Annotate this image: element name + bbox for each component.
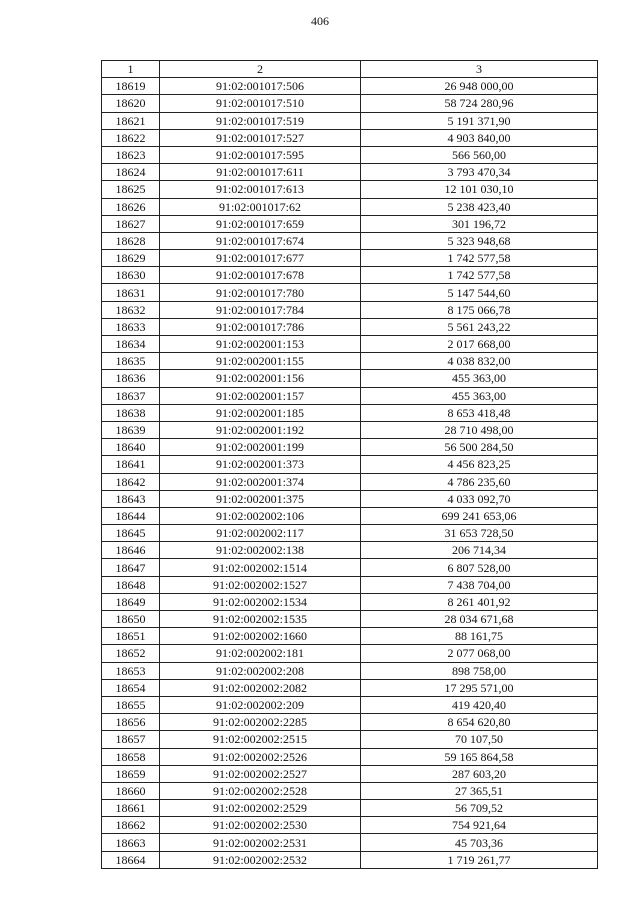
row-number-cell: 18647: [102, 559, 160, 576]
row-number-cell: 18628: [102, 232, 160, 249]
table-row: [102, 250, 598, 267]
row-number-cell: 18619: [102, 78, 160, 95]
row-number-cell: 18637: [102, 387, 160, 404]
table-row: [102, 387, 598, 404]
table-row: [102, 215, 598, 232]
row-number-cell: 18633: [102, 318, 160, 335]
row-number-cell: 18662: [102, 817, 160, 834]
cadastral-number-cell: 91:02:002002:2528: [160, 782, 361, 799]
row-number-cell: 18653: [102, 662, 160, 679]
amount-cell: 26 948 000,00: [361, 78, 598, 95]
table-row: [102, 748, 598, 765]
table-row: [102, 490, 598, 507]
row-number-cell: 18655: [102, 696, 160, 713]
cadastral-number-cell: 91:02:002002:2532: [160, 851, 361, 868]
table-row: [102, 507, 598, 524]
cadastral-number-cell: 91:02:002002:2529: [160, 800, 361, 817]
cadastral-number-cell: 91:02:002002:2515: [160, 731, 361, 748]
cadastral-number-cell: 91:02:002001:375: [160, 490, 361, 507]
row-number-cell: 18645: [102, 525, 160, 542]
cadastral-number-cell: 91:02:002001:192: [160, 421, 361, 438]
cadastral-number-cell: 91:02:002002:2530: [160, 817, 361, 834]
table-row: [102, 370, 598, 387]
amount-cell: 8 175 066,78: [361, 301, 598, 318]
table-row: [102, 645, 598, 662]
amount-cell: 1 719 261,77: [361, 851, 598, 868]
table-row: [102, 714, 598, 731]
table-row: [102, 834, 598, 851]
amount-cell: 31 653 728,50: [361, 525, 598, 542]
cadastral-number-cell: 91:02:001017:784: [160, 301, 361, 318]
cadastral-number-cell: 91:02:002002:209: [160, 696, 361, 713]
amount-cell: 566 560,00: [361, 146, 598, 163]
table-row: [102, 525, 598, 542]
table-row: [102, 662, 598, 679]
cadastral-number-cell: 91:02:002002:106: [160, 507, 361, 524]
table-row: [102, 782, 598, 799]
amount-cell: 70 107,50: [361, 731, 598, 748]
amount-cell: 12 101 030,10: [361, 181, 598, 198]
row-number-cell: 18630: [102, 267, 160, 284]
amount-cell: 455 363,00: [361, 370, 598, 387]
amount-cell: 5 191 371,90: [361, 112, 598, 129]
cadastral-number-cell: 91:02:002001:199: [160, 439, 361, 456]
cadastral-number-cell: 91:02:002002:1527: [160, 576, 361, 593]
amount-cell: 17 295 571,00: [361, 679, 598, 696]
amount-cell: 419 420,40: [361, 696, 598, 713]
table-row: [102, 765, 598, 782]
table-row: [102, 611, 598, 628]
cadastral-number-cell: 91:02:002002:117: [160, 525, 361, 542]
cadastral-number-cell: 91:02:002001:156: [160, 370, 361, 387]
cadastral-number-cell: 91:02:002002:1535: [160, 611, 361, 628]
amount-cell: 206 714,34: [361, 542, 598, 559]
table-row: [102, 112, 598, 129]
amount-cell: 4 033 092,70: [361, 490, 598, 507]
amount-cell: 2 017 668,00: [361, 336, 598, 353]
cadastral-number-cell: 91:02:002002:2527: [160, 765, 361, 782]
cadastral-number-cell: 91:02:001017:678: [160, 267, 361, 284]
row-number-cell: 18643: [102, 490, 160, 507]
cadastral-number-cell: 91:02:001017:611: [160, 164, 361, 181]
cadastral-number-cell: 91:02:002001:185: [160, 404, 361, 421]
table-row: [102, 336, 598, 353]
amount-cell: 1 742 577,58: [361, 267, 598, 284]
row-number-cell: 18657: [102, 731, 160, 748]
row-number-cell: 18634: [102, 336, 160, 353]
row-number-cell: 18644: [102, 507, 160, 524]
row-number-cell: 18639: [102, 421, 160, 438]
cadastral-number-cell: 91:02:001017:677: [160, 250, 361, 267]
table-row: [102, 95, 598, 112]
row-number-cell: 18641: [102, 456, 160, 473]
cadastral-number-cell: 91:02:001017:613: [160, 181, 361, 198]
amount-cell: 898 758,00: [361, 662, 598, 679]
amount-cell: 5 147 544,60: [361, 284, 598, 301]
table-row: [102, 576, 598, 593]
amount-cell: 1 742 577,58: [361, 250, 598, 267]
table-row: [102, 559, 598, 576]
row-number-cell: 18620: [102, 95, 160, 112]
row-number-cell: 18624: [102, 164, 160, 181]
column-header-3: 3: [361, 61, 598, 78]
amount-cell: 5 238 423,40: [361, 198, 598, 215]
amount-cell: 8 653 418,48: [361, 404, 598, 421]
cadastral-number-cell: 91:02:002002:2526: [160, 748, 361, 765]
row-number-cell: 18642: [102, 473, 160, 490]
row-number-cell: 18638: [102, 404, 160, 421]
cadastral-number-cell: 91:02:001017:506: [160, 78, 361, 95]
table-row: [102, 284, 598, 301]
table-row: [102, 267, 598, 284]
amount-cell: 455 363,00: [361, 387, 598, 404]
table-header-row: [102, 61, 598, 78]
amount-cell: 4 456 823,25: [361, 456, 598, 473]
page-number: 406: [311, 14, 329, 28]
amount-cell: 45 703,36: [361, 834, 598, 851]
amount-cell: 56 500 284,50: [361, 439, 598, 456]
table-row: [102, 456, 598, 473]
row-number-cell: 18626: [102, 198, 160, 215]
amount-cell: 4 903 840,00: [361, 129, 598, 146]
amount-cell: 28 710 498,00: [361, 421, 598, 438]
cadastral-number-cell: 91:02:001017:786: [160, 318, 361, 335]
row-number-cell: 18627: [102, 215, 160, 232]
cadastral-number-cell: 91:02:002001:374: [160, 473, 361, 490]
row-number-cell: 18636: [102, 370, 160, 387]
row-number-cell: 18622: [102, 129, 160, 146]
cadastral-number-cell: 91:02:001017:510: [160, 95, 361, 112]
row-number-cell: 18656: [102, 714, 160, 731]
row-number-cell: 18646: [102, 542, 160, 559]
cadastral-number-cell: 91:02:002002:2285: [160, 714, 361, 731]
amount-cell: 58 724 280,96: [361, 95, 598, 112]
amount-cell: 699 241 653,06: [361, 507, 598, 524]
table-row: [102, 318, 598, 335]
amount-cell: 5 323 948,68: [361, 232, 598, 249]
table-row: [102, 731, 598, 748]
cadastral-number-cell: 91:02:002002:208: [160, 662, 361, 679]
row-number-cell: 18661: [102, 800, 160, 817]
row-number-cell: 18658: [102, 748, 160, 765]
row-number-cell: 18640: [102, 439, 160, 456]
table-row: [102, 696, 598, 713]
amount-cell: 88 161,75: [361, 628, 598, 645]
row-number-cell: 18631: [102, 284, 160, 301]
row-number-cell: 18651: [102, 628, 160, 645]
data-table-container: [101, 60, 598, 869]
table-row: [102, 439, 598, 456]
cadastral-number-cell: 91:02:001017:62: [160, 198, 361, 215]
cadastral-number-cell: 91:02:002002:1514: [160, 559, 361, 576]
amount-cell: 754 921,64: [361, 817, 598, 834]
table-row: [102, 146, 598, 163]
row-number-cell: 18650: [102, 611, 160, 628]
cadastral-number-cell: 91:02:001017:780: [160, 284, 361, 301]
row-number-cell: 18654: [102, 679, 160, 696]
row-number-cell: 18635: [102, 353, 160, 370]
row-number-cell: 18632: [102, 301, 160, 318]
table-row: [102, 800, 598, 817]
row-number-cell: 18625: [102, 181, 160, 198]
table-row: [102, 817, 598, 834]
column-header-2: 2: [160, 61, 361, 78]
cadastral-number-cell: 91:02:002002:1660: [160, 628, 361, 645]
row-number-cell: 18629: [102, 250, 160, 267]
cadastral-number-cell: 91:02:001017:527: [160, 129, 361, 146]
table-row: [102, 404, 598, 421]
cadastral-number-cell: 91:02:002002:2531: [160, 834, 361, 851]
row-number-cell: 18649: [102, 593, 160, 610]
row-number-cell: 18621: [102, 112, 160, 129]
table-row: [102, 198, 598, 215]
cadastral-number-cell: 91:02:001017:674: [160, 232, 361, 249]
cadastral-number-cell: 91:02:001017:659: [160, 215, 361, 232]
table-row: [102, 542, 598, 559]
amount-cell: 27 365,51: [361, 782, 598, 799]
table-row: [102, 129, 598, 146]
table-row: [102, 232, 598, 249]
amount-cell: 2 077 068,00: [361, 645, 598, 662]
cadastral-number-cell: 91:02:002002:1534: [160, 593, 361, 610]
cadastral-number-cell: 91:02:002002:2082: [160, 679, 361, 696]
cadastral-number-cell: 91:02:001017:595: [160, 146, 361, 163]
table-row: [102, 593, 598, 610]
amount-cell: 6 807 528,00: [361, 559, 598, 576]
amount-cell: 8 261 401,92: [361, 593, 598, 610]
cadastral-number-cell: 91:02:002001:157: [160, 387, 361, 404]
table-row: [102, 164, 598, 181]
table-row: [102, 421, 598, 438]
row-number-cell: 18663: [102, 834, 160, 851]
table-body: [102, 78, 598, 869]
amount-cell: 7 438 704,00: [361, 576, 598, 593]
amount-cell: 59 165 864,58: [361, 748, 598, 765]
table-row: [102, 679, 598, 696]
table-row: [102, 78, 598, 95]
amount-cell: 287 603,20: [361, 765, 598, 782]
cadastral-number-cell: 91:02:002001:373: [160, 456, 361, 473]
row-number-cell: 18652: [102, 645, 160, 662]
amount-cell: 28 034 671,68: [361, 611, 598, 628]
row-number-cell: 18660: [102, 782, 160, 799]
data-table: [101, 60, 598, 869]
row-number-cell: 18664: [102, 851, 160, 868]
table-row: [102, 301, 598, 318]
table-row: [102, 851, 598, 868]
cadastral-number-cell: 91:02:002002:181: [160, 645, 361, 662]
cadastral-number-cell: 91:02:001017:519: [160, 112, 361, 129]
amount-cell: 5 561 243,22: [361, 318, 598, 335]
table-row: [102, 181, 598, 198]
row-number-cell: 18648: [102, 576, 160, 593]
cadastral-number-cell: 91:02:002001:153: [160, 336, 361, 353]
row-number-cell: 18623: [102, 146, 160, 163]
amount-cell: 4 038 832,00: [361, 353, 598, 370]
cadastral-number-cell: 91:02:002002:138: [160, 542, 361, 559]
amount-cell: 3 793 470,34: [361, 164, 598, 181]
amount-cell: 4 786 235,60: [361, 473, 598, 490]
row-number-cell: 18659: [102, 765, 160, 782]
table-row: [102, 628, 598, 645]
cadastral-number-cell: 91:02:002001:155: [160, 353, 361, 370]
column-header-1: 1: [102, 61, 160, 78]
table-row: [102, 473, 598, 490]
table-row: [102, 353, 598, 370]
amount-cell: 8 654 620,80: [361, 714, 598, 731]
amount-cell: 301 196,72: [361, 215, 598, 232]
amount-cell: 56 709,52: [361, 800, 598, 817]
